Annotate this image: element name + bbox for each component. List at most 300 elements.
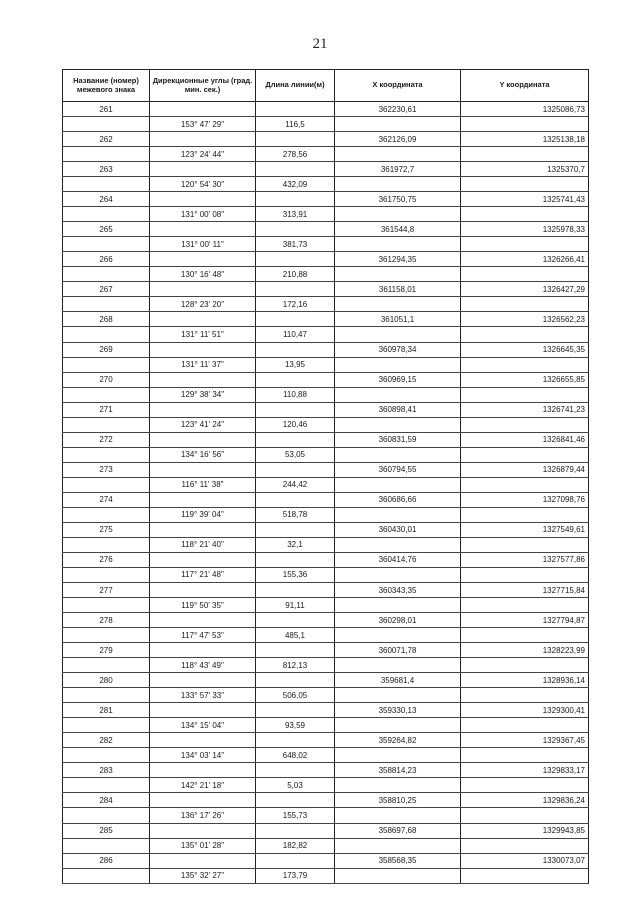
empty-cell — [461, 297, 589, 312]
empty-cell — [256, 763, 335, 778]
direction-angle-cell: 134° 15' 04" — [150, 718, 256, 733]
y-coordinate-cell: 1326645,35 — [461, 342, 589, 357]
table-row — [63, 567, 589, 582]
marker-name-cell: 269 — [63, 342, 150, 357]
line-length-cell: 485,1 — [256, 628, 335, 643]
table-row — [63, 132, 589, 147]
empty-cell — [63, 237, 150, 252]
table-row — [63, 327, 589, 342]
empty-cell — [335, 327, 461, 342]
table-row — [63, 688, 589, 703]
table-row — [63, 267, 589, 282]
table-row — [63, 838, 589, 853]
empty-cell — [256, 643, 335, 658]
line-length-cell: 381,73 — [256, 237, 335, 252]
empty-cell — [335, 447, 461, 462]
line-length-cell: 278,56 — [256, 147, 335, 162]
empty-cell — [150, 432, 256, 447]
empty-cell — [256, 522, 335, 537]
empty-cell — [150, 402, 256, 417]
empty-cell — [256, 853, 335, 868]
empty-cell — [63, 658, 150, 673]
empty-cell — [63, 357, 150, 372]
y-coordinate-cell: 1326841,46 — [461, 432, 589, 447]
empty-cell — [256, 703, 335, 718]
empty-cell — [150, 703, 256, 718]
empty-cell — [461, 598, 589, 613]
empty-cell — [150, 492, 256, 507]
line-length-cell: 182,82 — [256, 838, 335, 853]
marker-name-cell: 282 — [63, 733, 150, 748]
x-coordinate-cell: 359330,13 — [335, 703, 461, 718]
y-coordinate-cell: 1328223,99 — [461, 643, 589, 658]
marker-name-cell: 265 — [63, 222, 150, 237]
table-body — [63, 102, 589, 884]
marker-name-cell: 273 — [63, 462, 150, 477]
table-row — [63, 162, 589, 177]
x-coordinate-cell: 360898,41 — [335, 402, 461, 417]
empty-cell — [256, 583, 335, 598]
empty-cell — [335, 117, 461, 132]
y-coordinate-cell: 1327577,86 — [461, 552, 589, 567]
empty-cell — [461, 117, 589, 132]
y-coordinate-cell: 1326741,23 — [461, 402, 589, 417]
table-row — [63, 387, 589, 402]
line-length-cell: 432,09 — [256, 177, 335, 192]
empty-cell — [63, 718, 150, 733]
empty-cell — [461, 748, 589, 763]
empty-cell — [461, 327, 589, 342]
empty-cell — [256, 372, 335, 387]
empty-cell — [256, 342, 335, 357]
direction-angle-cell: 130° 16' 48" — [150, 267, 256, 282]
empty-cell — [150, 793, 256, 808]
empty-cell — [335, 808, 461, 823]
x-coordinate-cell: 360298,01 — [335, 613, 461, 628]
table-row — [63, 552, 589, 567]
line-length-cell: 244,42 — [256, 477, 335, 492]
y-coordinate-cell: 1325138,18 — [461, 132, 589, 147]
empty-cell — [256, 402, 335, 417]
empty-cell — [335, 537, 461, 552]
table-row — [63, 462, 589, 477]
empty-cell — [335, 868, 461, 883]
x-coordinate-cell: 361051,1 — [335, 312, 461, 327]
direction-angle-cell: 116° 11' 38" — [150, 477, 256, 492]
line-length-cell: 110,47 — [256, 327, 335, 342]
marker-name-cell: 262 — [63, 132, 150, 147]
table-row — [63, 628, 589, 643]
x-coordinate-cell: 358810,25 — [335, 793, 461, 808]
table-row — [63, 823, 589, 838]
table-row — [63, 342, 589, 357]
table-row — [63, 673, 589, 688]
empty-cell — [256, 552, 335, 567]
marker-name-cell: 271 — [63, 402, 150, 417]
x-coordinate-cell: 361544,8 — [335, 222, 461, 237]
table-row — [63, 718, 589, 733]
direction-angle-cell: 123° 24' 44" — [150, 147, 256, 162]
empty-cell — [150, 763, 256, 778]
line-length-cell: 32,1 — [256, 537, 335, 552]
empty-cell — [461, 207, 589, 222]
empty-cell — [461, 718, 589, 733]
empty-cell — [461, 447, 589, 462]
marker-name-cell: 274 — [63, 492, 150, 507]
empty-cell — [335, 147, 461, 162]
table-row — [63, 402, 589, 417]
x-coordinate-cell: 361750,75 — [335, 192, 461, 207]
empty-cell — [461, 838, 589, 853]
table-row — [63, 853, 589, 868]
empty-cell — [63, 537, 150, 552]
empty-cell — [461, 567, 589, 582]
empty-cell — [63, 117, 150, 132]
table-row — [63, 252, 589, 267]
empty-cell — [256, 222, 335, 237]
marker-name-cell: 276 — [63, 552, 150, 567]
x-coordinate-cell: 358814,23 — [335, 763, 461, 778]
empty-cell — [150, 252, 256, 267]
line-length-cell: 173,79 — [256, 868, 335, 883]
empty-cell — [461, 537, 589, 552]
marker-name-cell: 267 — [63, 282, 150, 297]
empty-cell — [63, 267, 150, 282]
empty-cell — [63, 838, 150, 853]
line-length-cell: 53,05 — [256, 447, 335, 462]
line-length-cell: 648,02 — [256, 748, 335, 763]
empty-cell — [150, 462, 256, 477]
empty-cell — [256, 673, 335, 688]
marker-name-cell: 268 — [63, 312, 150, 327]
table-row — [63, 192, 589, 207]
empty-cell — [461, 357, 589, 372]
table-row — [63, 583, 589, 598]
empty-cell — [63, 868, 150, 883]
empty-cell — [461, 808, 589, 823]
y-coordinate-cell: 1329300,41 — [461, 703, 589, 718]
empty-cell — [461, 688, 589, 703]
empty-cell — [256, 312, 335, 327]
marker-name-cell: 266 — [63, 252, 150, 267]
y-coordinate-cell: 1329943,85 — [461, 823, 589, 838]
empty-cell — [335, 507, 461, 522]
empty-cell — [256, 823, 335, 838]
line-length-cell: 13,95 — [256, 357, 335, 372]
empty-cell — [335, 778, 461, 793]
empty-cell — [150, 733, 256, 748]
table-row — [63, 102, 589, 117]
empty-cell — [150, 132, 256, 147]
marker-name-cell: 272 — [63, 432, 150, 447]
table-row — [63, 372, 589, 387]
empty-cell — [461, 868, 589, 883]
line-length-cell: 110,88 — [256, 387, 335, 402]
empty-cell — [63, 417, 150, 432]
empty-cell — [335, 177, 461, 192]
empty-cell — [63, 808, 150, 823]
direction-angle-cell: 117° 21' 48" — [150, 567, 256, 582]
empty-cell — [335, 748, 461, 763]
page-number: 21 — [312, 36, 328, 52]
x-coordinate-cell: 360414,76 — [335, 552, 461, 567]
marker-name-cell: 261 — [63, 102, 150, 117]
empty-cell — [256, 132, 335, 147]
y-coordinate-cell: 1329367,45 — [461, 733, 589, 748]
x-coordinate-cell: 359264,82 — [335, 733, 461, 748]
table-row — [63, 447, 589, 462]
direction-angle-cell: 128° 23' 20" — [150, 297, 256, 312]
direction-angle-cell: 119° 50' 35" — [150, 598, 256, 613]
empty-cell — [335, 417, 461, 432]
table-row — [63, 282, 589, 297]
table-row — [63, 643, 589, 658]
line-length-cell: 155,73 — [256, 808, 335, 823]
marker-name-cell: 270 — [63, 372, 150, 387]
empty-cell — [150, 643, 256, 658]
table-row — [63, 507, 589, 522]
table-row — [63, 222, 589, 237]
x-coordinate-cell: 360343,35 — [335, 583, 461, 598]
empty-cell — [335, 598, 461, 613]
empty-cell — [63, 477, 150, 492]
empty-cell — [150, 342, 256, 357]
table-row — [63, 417, 589, 432]
empty-cell — [256, 733, 335, 748]
empty-cell — [150, 583, 256, 598]
empty-cell — [63, 748, 150, 763]
empty-cell — [335, 207, 461, 222]
empty-cell — [335, 567, 461, 582]
direction-angle-cell: 142° 21' 18" — [150, 778, 256, 793]
table-row — [63, 598, 589, 613]
empty-cell — [63, 207, 150, 222]
marker-name-cell: 283 — [63, 763, 150, 778]
direction-angle-cell: 119° 39' 04" — [150, 507, 256, 522]
header-line-length: Длина линии(м) — [256, 70, 335, 102]
x-coordinate-cell: 360430,01 — [335, 522, 461, 537]
marker-name-cell: 277 — [63, 583, 150, 598]
direction-angle-cell: 129° 38' 34" — [150, 387, 256, 402]
table-row — [63, 297, 589, 312]
empty-cell — [335, 628, 461, 643]
line-length-cell: 812,13 — [256, 658, 335, 673]
marker-name-cell: 284 — [63, 793, 150, 808]
empty-cell — [461, 477, 589, 492]
direction-angle-cell: 133° 57' 33" — [150, 688, 256, 703]
header-direction-angle: Дирекционные углы (град. мин. сек.) — [150, 70, 256, 102]
x-coordinate-cell: 358568,35 — [335, 853, 461, 868]
direction-angle-cell: 135° 01' 28" — [150, 838, 256, 853]
empty-cell — [63, 147, 150, 162]
empty-cell — [150, 162, 256, 177]
direction-angle-cell: 134° 03' 14" — [150, 748, 256, 763]
line-length-cell: 210,88 — [256, 267, 335, 282]
table-row — [63, 748, 589, 763]
x-coordinate-cell: 362126,09 — [335, 132, 461, 147]
empty-cell — [150, 222, 256, 237]
empty-cell — [63, 387, 150, 402]
empty-cell — [335, 237, 461, 252]
y-coordinate-cell: 1327549,61 — [461, 522, 589, 537]
marker-name-cell: 264 — [63, 192, 150, 207]
direction-angle-cell: 118° 21' 40" — [150, 537, 256, 552]
empty-cell — [63, 447, 150, 462]
header-marker-name: Название (номер) межевого знака — [63, 70, 150, 102]
marker-name-cell: 281 — [63, 703, 150, 718]
table-row — [63, 492, 589, 507]
empty-cell — [256, 192, 335, 207]
y-coordinate-cell: 1325978,33 — [461, 222, 589, 237]
empty-cell — [150, 853, 256, 868]
table-row — [63, 477, 589, 492]
empty-cell — [150, 613, 256, 628]
empty-cell — [63, 567, 150, 582]
table-row — [63, 147, 589, 162]
direction-angle-cell: 131° 00' 08" — [150, 207, 256, 222]
empty-cell — [63, 177, 150, 192]
empty-cell — [256, 432, 335, 447]
empty-cell — [256, 162, 335, 177]
empty-cell — [256, 252, 335, 267]
table-row — [63, 808, 589, 823]
y-coordinate-cell: 1326562,23 — [461, 312, 589, 327]
empty-cell — [63, 507, 150, 522]
x-coordinate-cell: 361158,01 — [335, 282, 461, 297]
line-length-cell: 518,78 — [256, 507, 335, 522]
x-coordinate-cell: 360794,55 — [335, 462, 461, 477]
empty-cell — [63, 628, 150, 643]
y-coordinate-cell: 1329833,17 — [461, 763, 589, 778]
line-length-cell: 5,03 — [256, 778, 335, 793]
line-length-cell: 155,36 — [256, 567, 335, 582]
y-coordinate-cell: 1326879,44 — [461, 462, 589, 477]
table-row — [63, 658, 589, 673]
line-length-cell: 120,46 — [256, 417, 335, 432]
x-coordinate-cell: 360978,34 — [335, 342, 461, 357]
y-coordinate-cell: 1325086,73 — [461, 102, 589, 117]
y-coordinate-cell: 1326266,41 — [461, 252, 589, 267]
line-length-cell: 172,16 — [256, 297, 335, 312]
y-coordinate-cell: 1327715,84 — [461, 583, 589, 598]
table-row — [63, 177, 589, 192]
line-length-cell: 93,59 — [256, 718, 335, 733]
empty-cell — [335, 297, 461, 312]
direction-angle-cell: 123° 41' 24" — [150, 417, 256, 432]
x-coordinate-cell: 359681,4 — [335, 673, 461, 688]
table-row — [63, 432, 589, 447]
empty-cell — [150, 552, 256, 567]
table-row — [63, 237, 589, 252]
empty-cell — [256, 492, 335, 507]
table-row — [63, 357, 589, 372]
y-coordinate-cell: 1325370,7 — [461, 162, 589, 177]
empty-cell — [150, 673, 256, 688]
empty-cell — [461, 507, 589, 522]
marker-name-cell: 279 — [63, 643, 150, 658]
direction-angle-cell: 134° 16' 56" — [150, 447, 256, 462]
table-row — [63, 763, 589, 778]
x-coordinate-cell: 358697,68 — [335, 823, 461, 838]
empty-cell — [256, 793, 335, 808]
x-coordinate-cell: 360686,66 — [335, 492, 461, 507]
empty-cell — [335, 357, 461, 372]
table-header-row — [63, 70, 589, 102]
empty-cell — [335, 688, 461, 703]
x-coordinate-cell: 360831,59 — [335, 432, 461, 447]
table-row — [63, 793, 589, 808]
empty-cell — [335, 477, 461, 492]
y-coordinate-cell: 1327794,87 — [461, 613, 589, 628]
marker-name-cell: 263 — [63, 162, 150, 177]
empty-cell — [63, 327, 150, 342]
empty-cell — [63, 297, 150, 312]
direction-angle-cell: 131° 11' 37" — [150, 357, 256, 372]
table-row — [63, 522, 589, 537]
y-coordinate-cell: 1326427,29 — [461, 282, 589, 297]
marker-name-cell: 280 — [63, 673, 150, 688]
empty-cell — [335, 718, 461, 733]
empty-cell — [461, 387, 589, 402]
x-coordinate-cell: 360071,78 — [335, 643, 461, 658]
y-coordinate-cell: 1328936,14 — [461, 673, 589, 688]
table-row — [63, 207, 589, 222]
x-coordinate-cell: 362230,61 — [335, 102, 461, 117]
empty-cell — [335, 267, 461, 282]
empty-cell — [256, 102, 335, 117]
line-length-cell: 506,05 — [256, 688, 335, 703]
direction-angle-cell: 118° 43' 49" — [150, 658, 256, 673]
y-coordinate-cell: 1329836,24 — [461, 793, 589, 808]
empty-cell — [461, 778, 589, 793]
direction-angle-cell: 131° 11' 51" — [150, 327, 256, 342]
empty-cell — [335, 387, 461, 402]
empty-cell — [335, 838, 461, 853]
empty-cell — [150, 282, 256, 297]
empty-cell — [461, 658, 589, 673]
empty-cell — [256, 282, 335, 297]
y-coordinate-cell: 1326655,85 — [461, 372, 589, 387]
empty-cell — [461, 177, 589, 192]
line-length-cell: 313,91 — [256, 207, 335, 222]
line-length-cell: 116,5 — [256, 117, 335, 132]
empty-cell — [461, 417, 589, 432]
empty-cell — [150, 102, 256, 117]
empty-cell — [461, 237, 589, 252]
table-row — [63, 117, 589, 132]
table-row — [63, 778, 589, 793]
header-x-coordinate: X координата — [335, 70, 461, 102]
marker-name-cell: 278 — [63, 613, 150, 628]
table-row — [63, 868, 589, 883]
marker-name-cell: 286 — [63, 853, 150, 868]
empty-cell — [150, 192, 256, 207]
table-row — [63, 537, 589, 552]
table-row — [63, 613, 589, 628]
empty-cell — [150, 522, 256, 537]
y-coordinate-cell: 1330073,07 — [461, 853, 589, 868]
x-coordinate-cell: 360969,15 — [335, 372, 461, 387]
x-coordinate-cell: 361294,35 — [335, 252, 461, 267]
y-coordinate-cell: 1327098,76 — [461, 492, 589, 507]
empty-cell — [256, 613, 335, 628]
marker-name-cell: 285 — [63, 823, 150, 838]
empty-cell — [150, 372, 256, 387]
empty-cell — [335, 658, 461, 673]
x-coordinate-cell: 361972,7 — [335, 162, 461, 177]
table-row — [63, 733, 589, 748]
direction-angle-cell: 153° 47' 29" — [150, 117, 256, 132]
